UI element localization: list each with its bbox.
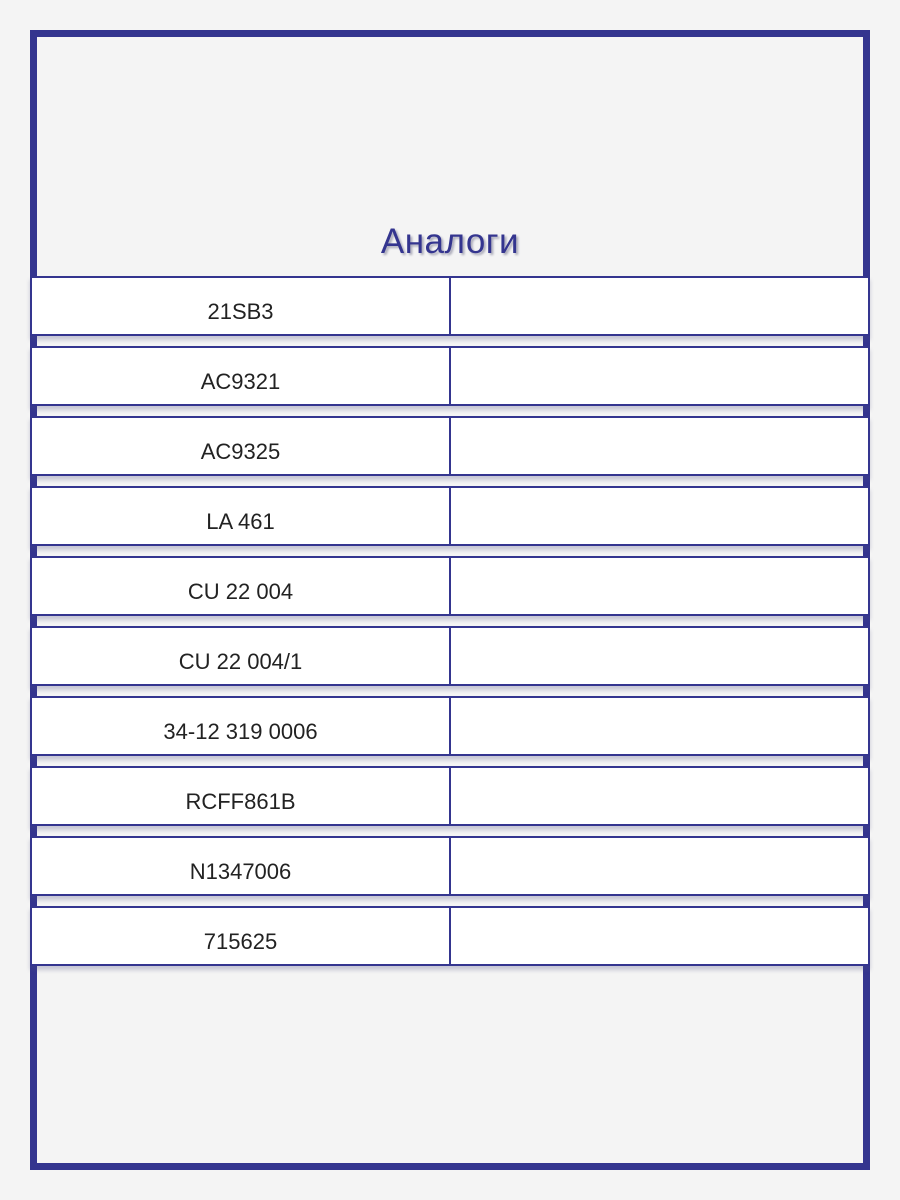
analog-code-cell: 21SB3 — [32, 278, 451, 334]
analog-value-cell — [451, 418, 868, 474]
analog-code-cell: 715625 — [32, 908, 451, 964]
table-row — [30, 696, 870, 756]
table-row — [30, 836, 870, 896]
table-row — [30, 346, 870, 406]
analog-code-cell: CU 22 004 — [32, 558, 451, 614]
analog-code-cell: AC9321 — [32, 348, 451, 404]
analog-value-cell — [451, 838, 868, 894]
analog-code-cell: 34-12 319 0006 — [32, 698, 451, 754]
analogs-table — [30, 276, 870, 976]
analog-value-cell — [451, 628, 868, 684]
table-row — [30, 766, 870, 826]
analog-value-cell — [451, 558, 868, 614]
analog-value-cell — [451, 908, 868, 964]
analog-code-cell: LA 461 — [32, 488, 451, 544]
analog-value-cell — [451, 698, 868, 754]
table-row — [30, 556, 870, 616]
table-row — [30, 486, 870, 546]
analog-value-cell — [451, 488, 868, 544]
analog-code-cell: RCFF861B — [32, 768, 451, 824]
analog-value-cell — [451, 348, 868, 404]
table-row — [30, 416, 870, 476]
analog-code-cell: N1347006 — [32, 838, 451, 894]
analog-value-cell — [451, 278, 868, 334]
page-title: Аналоги — [380, 222, 520, 261]
table-row — [30, 626, 870, 686]
analog-code-cell: AC9325 — [32, 418, 451, 474]
table-row — [30, 906, 870, 966]
analog-value-cell — [451, 768, 868, 824]
analog-code-cell: CU 22 004/1 — [32, 628, 451, 684]
table-row — [30, 276, 870, 336]
